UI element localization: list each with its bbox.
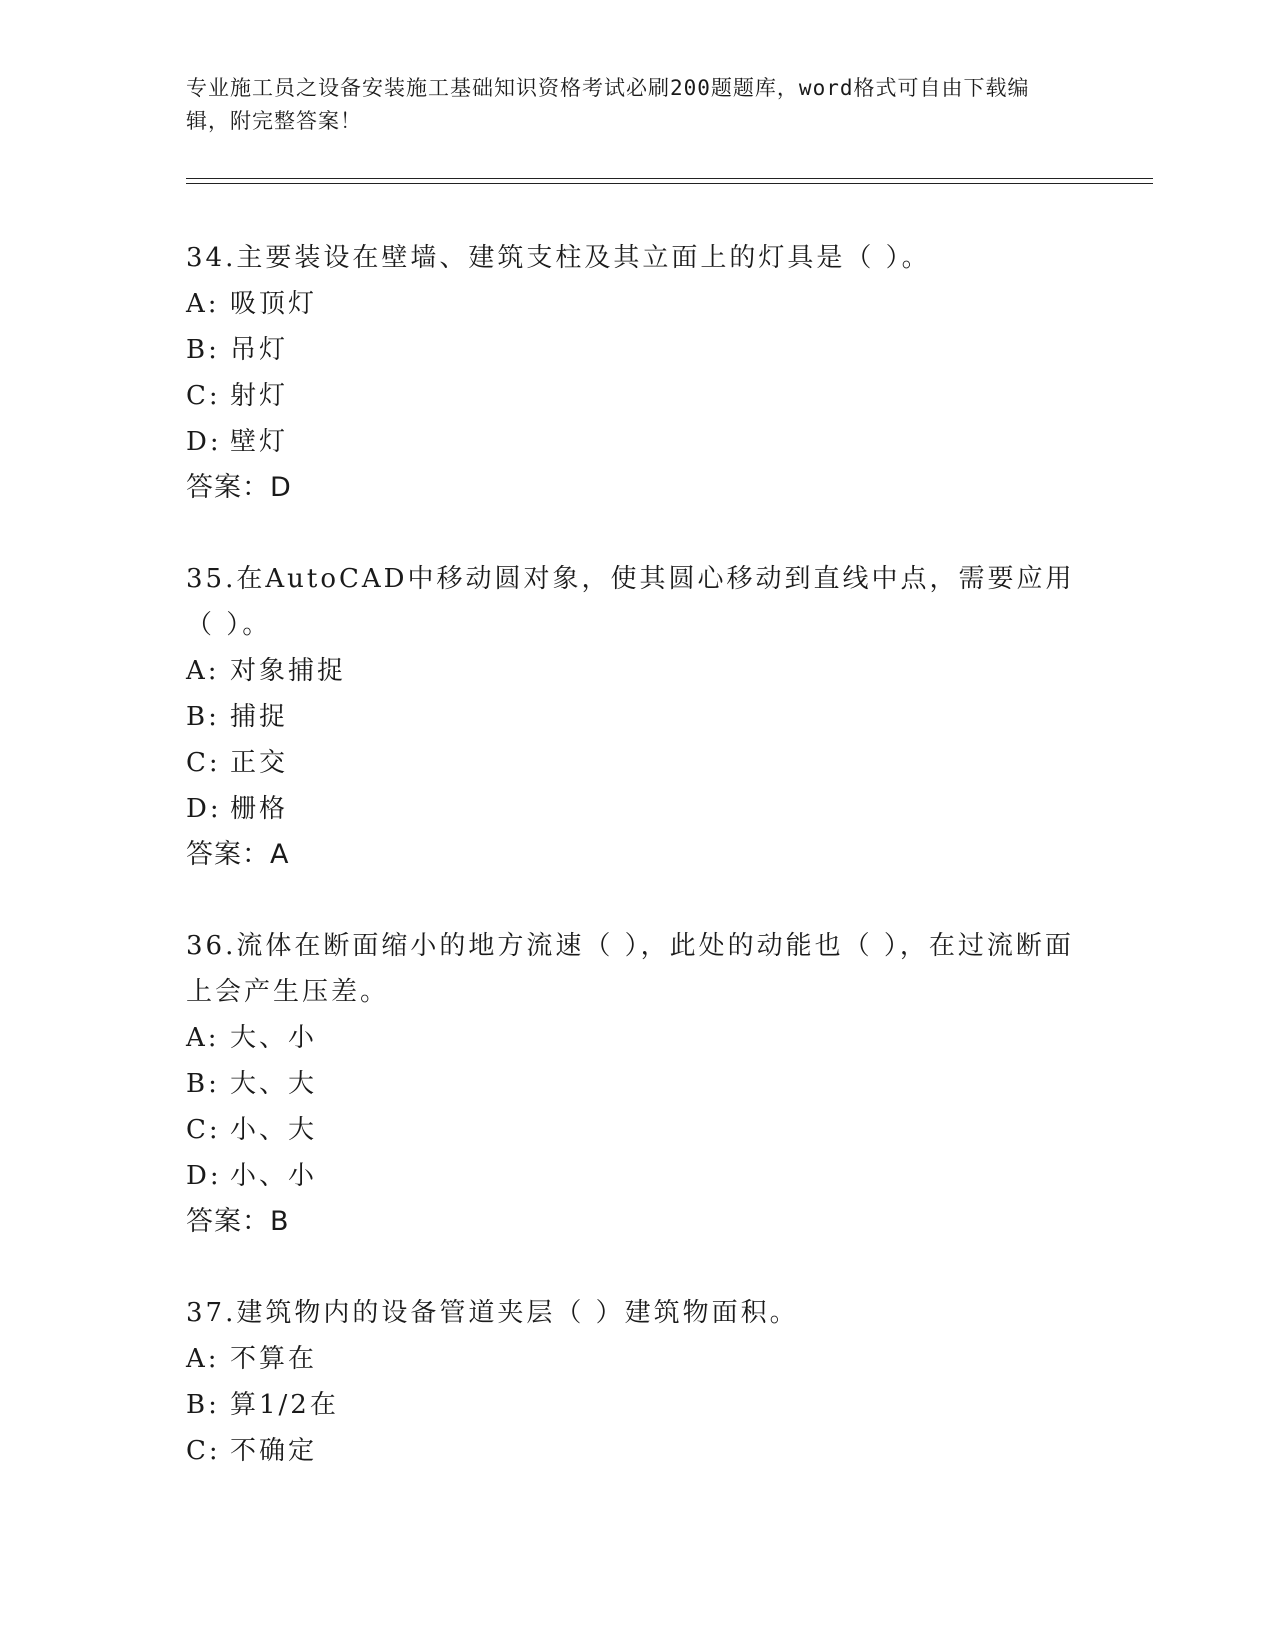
option-a	[186, 648, 1086, 694]
option-text: 正交	[230, 748, 289, 778]
option-d	[186, 786, 1086, 832]
option-b	[186, 1061, 1086, 1107]
option-label: A:	[186, 1344, 220, 1374]
option-text: 栅格	[230, 794, 289, 824]
question-stem: 36.流体在断面缩小的地方流速（ ），此处的动能也（ ），在过流断面上会产生压差。	[186, 931, 1074, 1007]
option-text: 小、小	[230, 1161, 318, 1191]
option-label: B:	[186, 1390, 220, 1420]
option-b	[186, 1382, 1086, 1428]
question-stem: 34.主要装设在壁墙、建筑支柱及其立面上的灯具是（ ）。	[186, 243, 931, 273]
document-header: 专业施工员之设备安装施工基础知识资格考试必刷200题题库，word格式可自由下载编辑，附完整答案！	[186, 76, 1030, 133]
question-list	[186, 235, 1086, 1519]
question-stem: 37.建筑物内的设备管道夹层（ ）建筑物面积。	[186, 1298, 799, 1328]
option-text: 不算在	[230, 1344, 318, 1374]
option-label: D:	[186, 794, 222, 824]
option-label: C:	[186, 748, 221, 778]
option-text: 大、大	[230, 1069, 318, 1099]
option-label: A:	[186, 1023, 220, 1053]
option-text: 算1/2在	[230, 1390, 339, 1420]
option-label: C:	[186, 1115, 221, 1145]
option-label: A:	[186, 656, 220, 686]
option-text: 吸顶灯	[230, 289, 318, 319]
option-c	[186, 373, 1086, 419]
option-c	[186, 1107, 1086, 1153]
option-text: 不确定	[230, 1436, 318, 1466]
option-text: 吊灯	[230, 335, 289, 365]
option-text: 对象捕捉	[230, 656, 347, 686]
option-c	[186, 1428, 1086, 1474]
option-text: 射灯	[230, 381, 289, 411]
answer-line: 答案：A	[186, 839, 290, 870]
option-a	[186, 1015, 1086, 1061]
option-b	[186, 694, 1086, 740]
option-label: C:	[186, 381, 221, 411]
question-35	[186, 556, 1086, 878]
option-label: D:	[186, 1161, 222, 1191]
option-label: B:	[186, 1069, 220, 1099]
header-divider-top	[186, 178, 1153, 179]
question-stem: 35.在AutoCAD中移动圆对象，使其圆心移动到直线中点，需要应用（ ）。	[186, 564, 1075, 640]
answer-line: 答案：B	[186, 1206, 290, 1237]
option-a	[186, 281, 1086, 327]
header-divider-bottom	[186, 183, 1153, 184]
option-text: 小、大	[230, 1115, 318, 1145]
option-text: 壁灯	[230, 427, 289, 457]
option-label: B:	[186, 702, 220, 732]
question-34	[186, 235, 1086, 511]
question-37	[186, 1290, 1086, 1474]
option-c	[186, 740, 1086, 786]
option-d	[186, 1153, 1086, 1199]
option-text: 捕捉	[230, 702, 289, 732]
answer-line: 答案：D	[186, 472, 292, 503]
option-label: B:	[186, 335, 220, 365]
option-label: C:	[186, 1436, 221, 1466]
option-d	[186, 419, 1086, 465]
option-a	[186, 1336, 1086, 1382]
option-label: D:	[186, 427, 222, 457]
option-b	[186, 327, 1086, 373]
option-label: A:	[186, 289, 220, 319]
question-36	[186, 923, 1086, 1245]
option-text: 大、小	[230, 1023, 318, 1053]
